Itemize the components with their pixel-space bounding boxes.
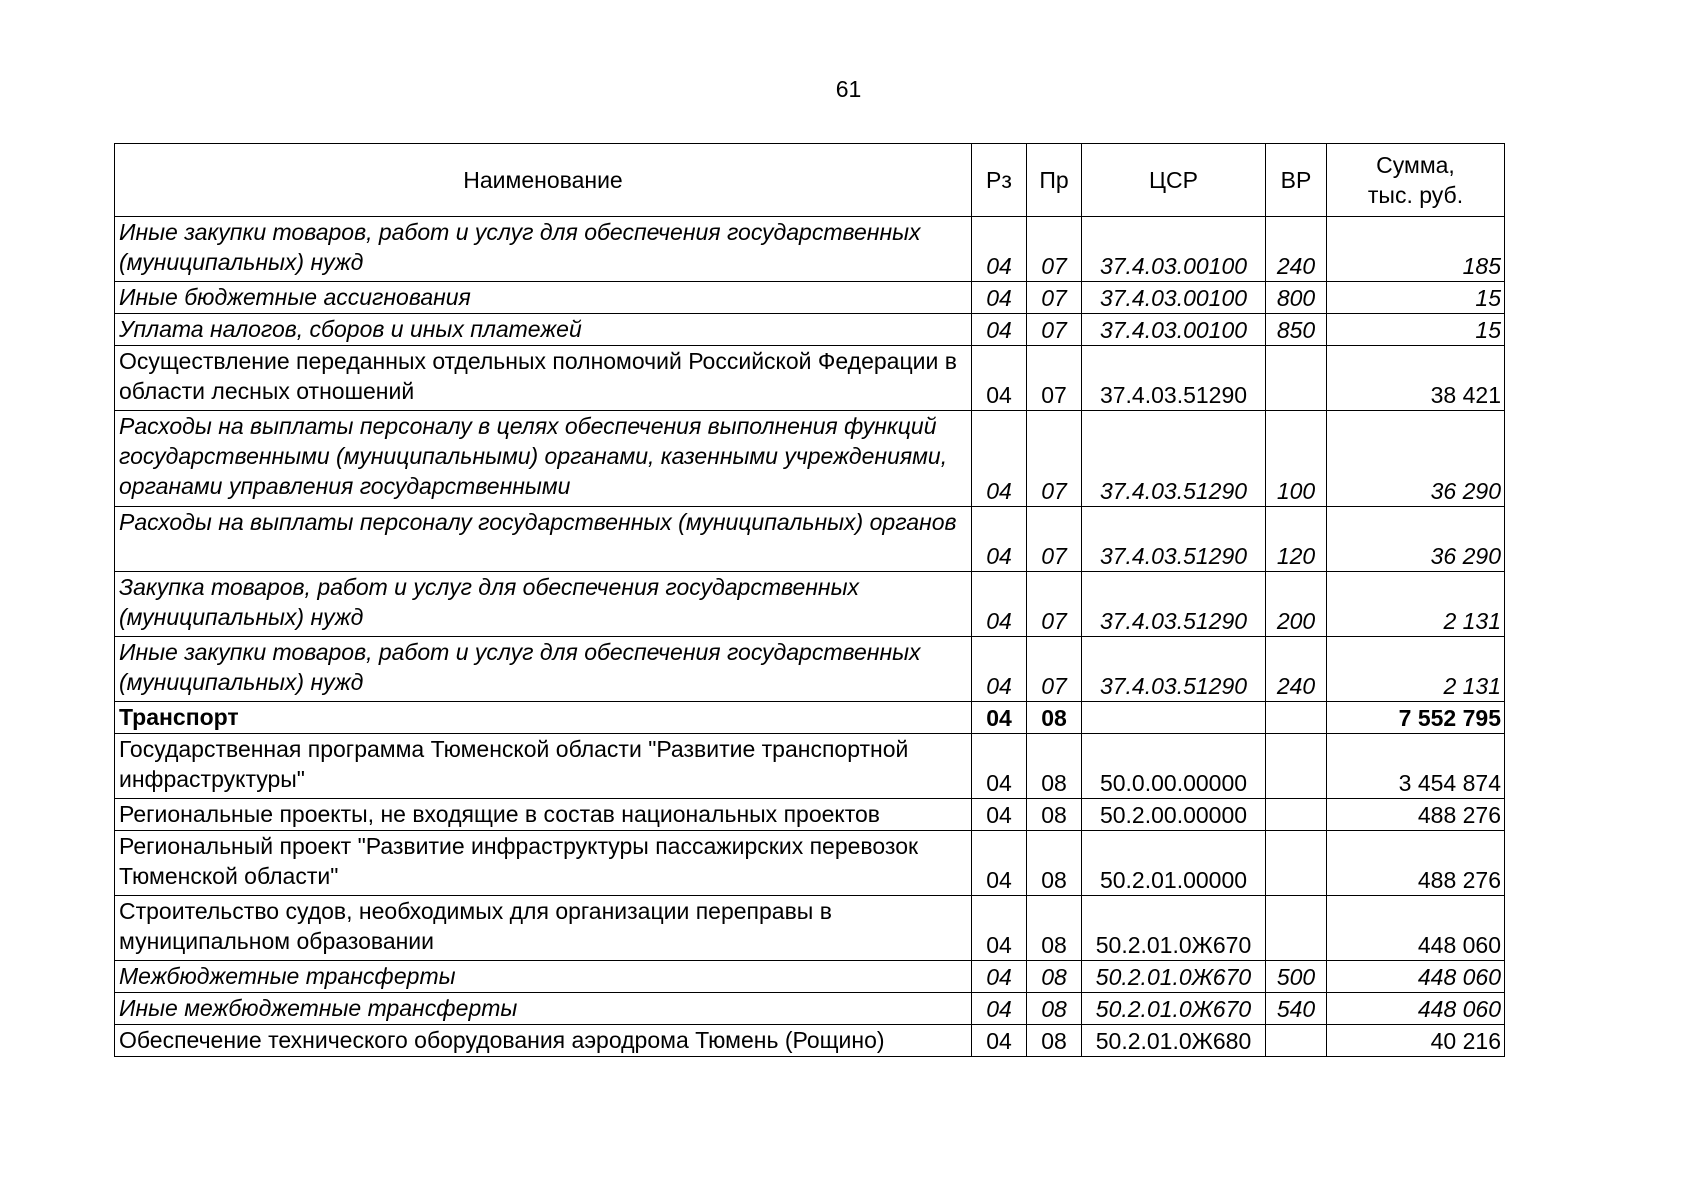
row-sum: 36 290 [1327,411,1505,507]
header-pr: Пр [1027,144,1082,217]
header-sum [1327,144,1505,217]
row-pr: 07 [1027,637,1082,702]
row-rz: 04 [972,637,1027,702]
row-csr: 50.2.01.0Ж670 [1082,993,1266,1025]
row-name: Государственная программа Тюменской области "Развитие транспортной инфраструктуры" [115,734,972,799]
row-name-text: Расходы на выплаты персоналу в целях обеспечения выполнения функций государственными (муниципальными) органами, казенными учреждениями, органами управления государственными [119,413,948,499]
row-rz: 04 [972,314,1027,346]
row-pr: 08 [1027,702,1082,734]
row-sum: 2 131 [1327,637,1505,702]
table-header-row [115,144,1505,217]
header-sum-line1: Сумма, [1376,152,1455,178]
table-row [115,734,1505,799]
table-row [115,1025,1505,1057]
row-csr: 37.4.03.51290 [1082,507,1266,572]
table-row [115,896,1505,961]
row-name [115,411,972,507]
row-sum: 15 [1327,314,1505,346]
table-row [115,217,1505,282]
row-csr: 50.2.01.00000 [1082,831,1266,896]
row-sum: 488 276 [1327,831,1505,896]
row-pr: 08 [1027,993,1082,1025]
row-name: Транспорт [115,702,972,734]
row-pr: 07 [1027,282,1082,314]
row-rz: 04 [972,346,1027,411]
row-name: Иные закупки товаров, работ и услуг для обеспечения государственных (муниципальных) нужд [115,217,972,282]
row-sum: 36 290 [1327,507,1505,572]
row-csr: 50.2.00.00000 [1082,799,1266,831]
page-number: 61 [835,76,862,102]
row-sum: 3 454 874 [1327,734,1505,799]
row-sum: 488 276 [1327,799,1505,831]
row-pr: 08 [1027,896,1082,961]
table-row-section [115,702,1505,734]
row-vr [1266,799,1327,831]
row-pr: 08 [1027,831,1082,896]
row-vr [1266,896,1327,961]
row-csr: 37.4.03.00100 [1082,217,1266,282]
row-sum: 7 552 795 [1327,702,1505,734]
row-vr [1266,1025,1327,1057]
row-vr: 850 [1266,314,1327,346]
header-csr: ЦСР [1082,144,1266,217]
row-csr: 50.2.01.0Ж670 [1082,896,1266,961]
row-rz: 04 [972,217,1027,282]
table-row [115,572,1505,637]
row-name: Обеспечение технического оборудования аэродрома Тюмень (Рощино) [115,1025,972,1057]
row-vr: 540 [1266,993,1327,1025]
row-rz: 04 [972,702,1027,734]
row-name: Уплата налогов, сборов и иных платежей [115,314,972,346]
row-pr: 08 [1027,799,1082,831]
row-pr: 07 [1027,507,1082,572]
row-csr: 50.2.01.0Ж670 [1082,961,1266,993]
table-row [115,346,1505,411]
row-pr: 08 [1027,734,1082,799]
row-vr [1266,346,1327,411]
row-pr: 07 [1027,572,1082,637]
row-sum: 448 060 [1327,961,1505,993]
row-name: Расходы на выплаты персоналу государственных (муниципальных) органов [115,507,972,572]
row-name: Строительство судов, необходимых для организации переправы в муниципальном образовании [115,896,972,961]
row-rz: 04 [972,507,1027,572]
row-vr [1266,734,1327,799]
row-pr: 07 [1027,346,1082,411]
row-rz: 04 [972,734,1027,799]
row-name: Региональные проекты, не входящие в состав национальных проектов [115,799,972,831]
table-row [115,961,1505,993]
row-vr [1266,831,1327,896]
row-rz: 04 [972,799,1027,831]
row-sum: 40 216 [1327,1025,1505,1057]
row-sum: 15 [1327,282,1505,314]
row-rz: 04 [972,896,1027,961]
row-csr: 37.4.03.51290 [1082,572,1266,637]
row-rz: 04 [972,1025,1027,1057]
row-vr: 100 [1266,411,1327,507]
table-row [115,314,1505,346]
row-name: Иные межбюджетные трансферты [115,993,972,1025]
row-sum: 38 421 [1327,346,1505,411]
table-row [115,282,1505,314]
header-sum-line2: тыс. руб. [1367,182,1464,208]
table-row [115,637,1505,702]
row-pr: 08 [1027,1025,1082,1057]
row-sum: 448 060 [1327,993,1505,1025]
header-vr: ВР [1266,144,1327,217]
row-vr: 500 [1266,961,1327,993]
row-sum: 2 131 [1327,572,1505,637]
row-sum: 185 [1327,217,1505,282]
row-rz: 04 [972,961,1027,993]
header-rz: Рз [972,144,1027,217]
row-pr: 07 [1027,411,1082,507]
row-vr: 200 [1266,572,1327,637]
row-csr: 37.4.03.00100 [1082,282,1266,314]
row-csr: 50.0.00.00000 [1082,734,1266,799]
row-rz: 04 [972,411,1027,507]
row-sum: 448 060 [1327,896,1505,961]
row-vr [1266,702,1327,734]
header-name: Наименование [115,144,972,217]
row-vr: 800 [1266,282,1327,314]
row-rz: 04 [972,993,1027,1025]
row-rz: 04 [972,831,1027,896]
row-csr: 37.4.03.00100 [1082,314,1266,346]
row-pr: 07 [1027,217,1082,282]
row-rz: 04 [972,282,1027,314]
row-vr: 120 [1266,507,1327,572]
table-row [115,831,1505,896]
row-vr: 240 [1266,217,1327,282]
row-name: Региональный проект "Развитие инфраструктуры пассажирских перевозок Тюменской области" [115,831,972,896]
row-pr: 08 [1027,961,1082,993]
row-rz: 04 [972,572,1027,637]
row-csr: 37.4.03.51290 [1082,346,1266,411]
row-csr: 37.4.03.51290 [1082,637,1266,702]
row-csr: 37.4.03.51290 [1082,411,1266,507]
row-name: Закупка товаров, работ и услуг для обеспечения государственных (муниципальных) нужд [115,572,972,637]
row-vr: 240 [1266,637,1327,702]
table-row [115,993,1505,1025]
table-row [115,799,1505,831]
row-name: Межбюджетные трансферты [115,961,972,993]
row-name: Осуществление переданных отдельных полномочий Российской Федерации в области лесных отношений [115,346,972,411]
row-name: Иные закупки товаров, работ и услуг для обеспечения государственных (муниципальных) нужд [115,637,972,702]
table-row [115,411,1505,507]
table-row [115,507,1505,572]
row-csr: 50.2.01.0Ж680 [1082,1025,1266,1057]
budget-table [114,143,1505,1057]
row-pr: 07 [1027,314,1082,346]
row-name: Иные бюджетные ассигнования [115,282,972,314]
row-csr [1082,702,1266,734]
